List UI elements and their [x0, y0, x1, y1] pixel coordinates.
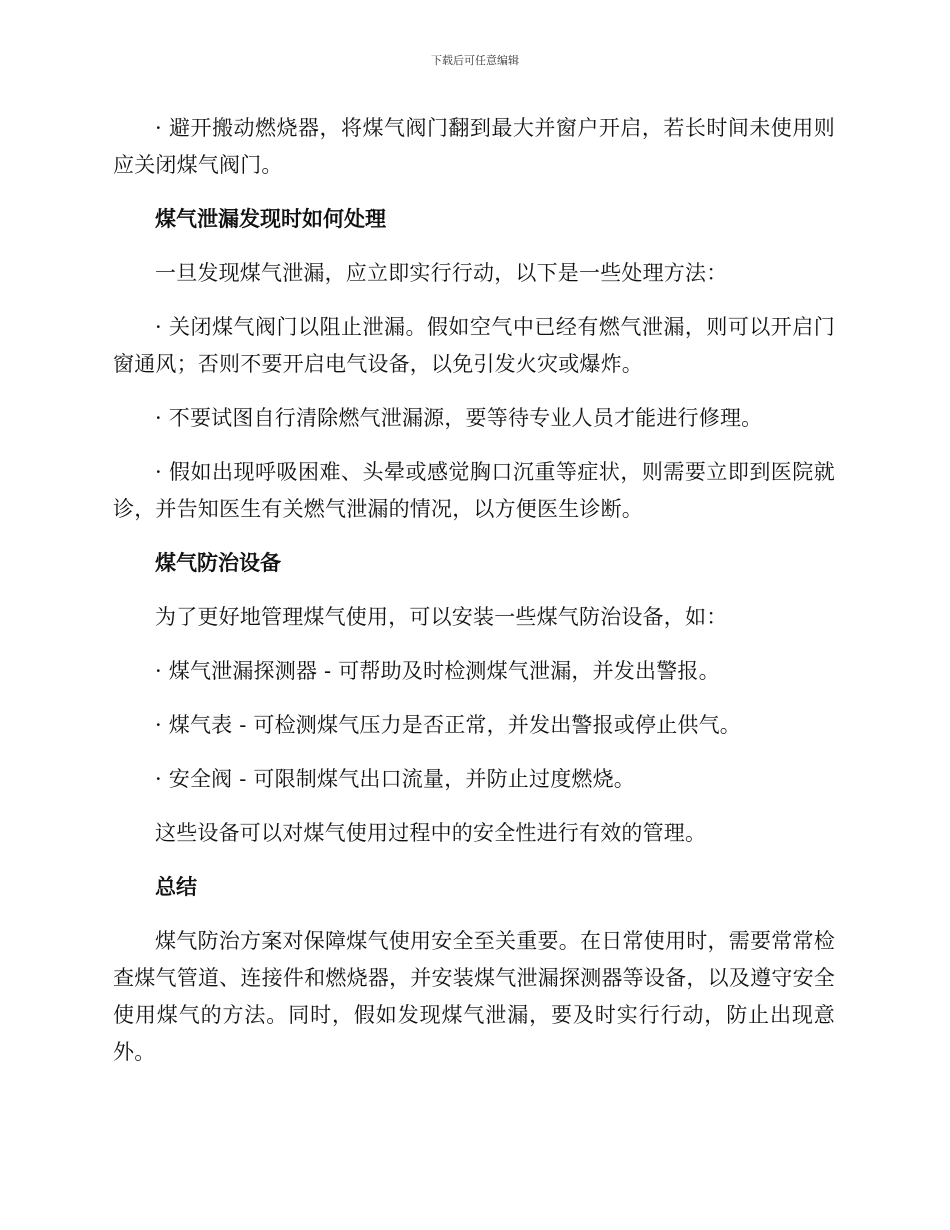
bullet-paragraph-burner: · 避开搬动燃烧器，将煤气阀门翻到最大并窗户开启，若长时间未使用则应关闭煤气阀门。 — [113, 116, 835, 177]
paragraph-devices-summary: 这些设备可以对煤气使用过程中的安全性进行有效的管理。 — [155, 821, 707, 845]
bullet-paragraph-safety-valve: · 安全阀 - 可限制煤气出口流量，并防止过度燃烧。 — [155, 767, 635, 791]
section-heading-prevention-devices: 煤气防治设备 — [155, 551, 281, 575]
paragraph-devices-intro: 为了更好地管理煤气使用，可以安装一些煤气防治设备，如： — [155, 605, 728, 629]
section-heading-leak-handling: 煤气泄漏发现时如何处理 — [155, 207, 386, 231]
page-header: 下载后可任意编辑 — [431, 54, 519, 67]
bullet-paragraph-gas-meter: · 煤气表 - 可检测煤气压力是否正常，并发出警报或停止供气。 — [155, 713, 741, 737]
bullet-paragraph-close-valve: · 关闭煤气阀门以阻止泄漏。假如空气中已经有燃气泄漏，则可以开启门窗通风；否则不要开启电气设备，以免引发火灾或爆炸。 — [113, 315, 835, 376]
bullet-paragraph-leak-detector: · 煤气泄漏探测器 - 可帮助及时检测煤气泄漏，并发出警报。 — [155, 659, 720, 683]
paragraph-conclusion: 煤气防治方案对保障煤气使用安全至关重要。在日常使用时，需要常常检查煤气管道、连接件和燃烧器，并安装煤气泄漏探测器等设备，以及遵守安全使用煤气的方法。同时，假如发现煤气泄漏，要及时实行行动，防止出现意外。 — [113, 929, 835, 1064]
section-heading-summary: 总结 — [155, 875, 197, 899]
paragraph-leak-intro: 一旦发现煤气泄漏，应立即实行行动，以下是一些处理方法： — [155, 261, 728, 285]
bullet-paragraph-symptoms: · 假如出现呼吸困难、头晕或感觉胸口沉重等症状，则需要立即到医院就诊，并告知医生有关燃气泄漏的情况，以方便医生诊断。 — [113, 460, 835, 521]
document-body — [113, 110, 835, 1071]
bullet-paragraph-wait-professionals: · 不要试图自行清除燃气泄漏源，要等待专业人员才能进行修理。 — [155, 406, 763, 430]
